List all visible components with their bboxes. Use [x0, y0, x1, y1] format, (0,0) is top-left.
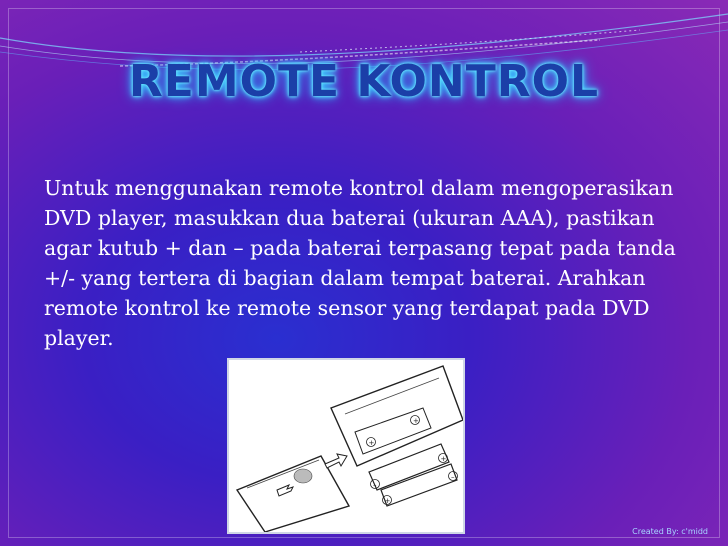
remote-control-icon — [237, 456, 349, 532]
remote-battery-illustration — [227, 358, 465, 534]
svg-text:+: + — [413, 417, 419, 425]
svg-text:–: – — [451, 473, 455, 481]
svg-text:–: – — [373, 481, 377, 489]
slide-title: REMOTE KONTROL — [128, 56, 600, 107]
insert-arrow-icon — [325, 454, 347, 468]
body-paragraph: Untuk menggunakan remote kontrol dalam mengoperasikan DVD player, masukkan dua baterai (ukuran AAA), pastikan agar kutub + dan – pada baterai terpasang tepat pada tanda +/- yang tertera di bagian dalam tempat baterai. Arahkan remote kontrol ke remote sensor yang terdapat pada DVD player. — [44, 176, 676, 350]
remote-diagram-icon — [229, 360, 463, 532]
svg-text:+: + — [368, 439, 375, 447]
footer-credit: Created By: c'midd — [632, 527, 708, 536]
svg-text:+: + — [384, 497, 391, 505]
svg-text:+: + — [440, 455, 447, 463]
